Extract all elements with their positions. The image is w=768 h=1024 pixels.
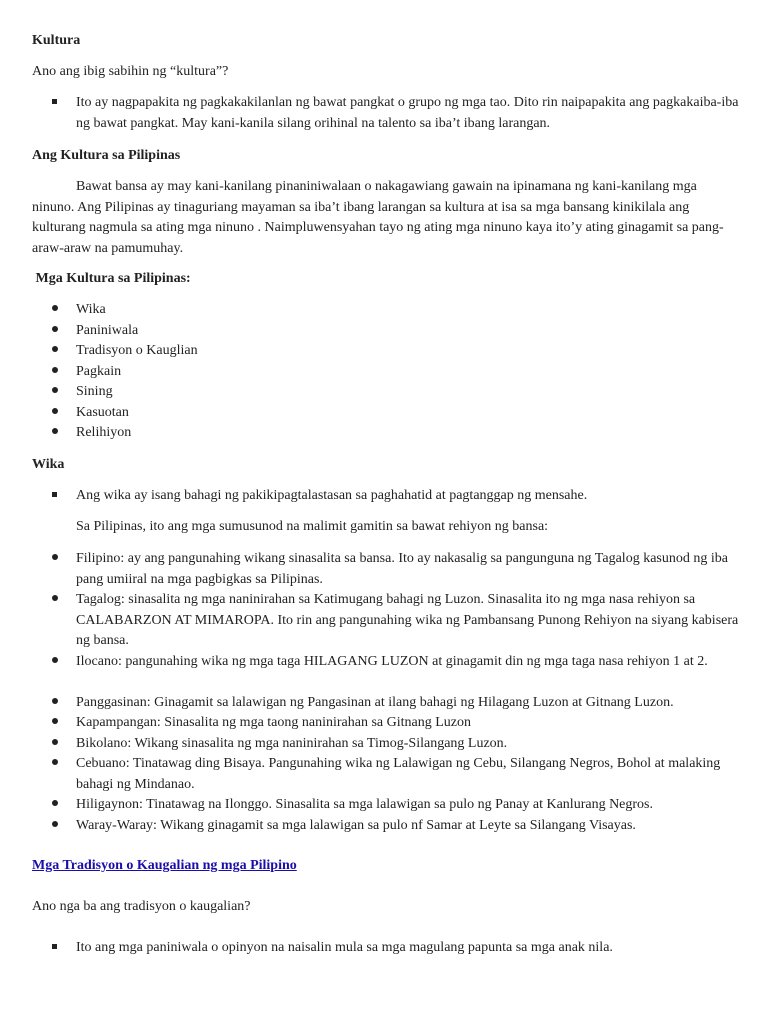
bullet-icon: [52, 423, 64, 444]
square-bullet-icon: [52, 938, 64, 959]
bullet-icon: [52, 321, 64, 342]
section-heading-wika: Wika: [32, 457, 65, 472]
list-item: [32, 486, 744, 507]
kultura-definition: Ito ay nagpapakita ng pagkakakilanlan ng bawat pangkat o grupo ng mga tao. Dito rin naipapakita ang pagkakaiba-iba ng bawat pangkat. May kani-kanila silang orihinal na talento sa iba’t ibang larangan.: [76, 95, 739, 131]
list-item: [32, 93, 744, 134]
bullet-icon: [52, 382, 64, 403]
tradisyon-definition: Ito ang mga paniniwala o opinyon na naisalin mula sa mga magulang papunta sa mga anak nila.: [76, 940, 613, 955]
question-kultura: Ano ang ibig sabihin ng “kultura”?: [32, 64, 229, 79]
list-item: Pagkain: [32, 362, 744, 383]
bullet-icon: [52, 816, 64, 837]
list-item: Tagalog: sinasalita ng mga naninirahan sa Katimugang bahagi ng Luzon. Sinasalita ito ng mga nasa rehiyon sa CALABARZON AT MIMAROPA. Ito rin ang pangunahing wika ng Pambansang Punong Rehiyon na siyang kabisera ng bansa.: [32, 590, 744, 652]
square-bullet-icon: [52, 486, 64, 507]
list-item: Wika: [32, 300, 744, 321]
list-item: Paniniwala: [32, 321, 744, 342]
list-item: Bikolano: Wikang sinasalita ng mga naninirahan sa Timog-Silangang Luzon.: [32, 734, 744, 755]
list-item: [32, 938, 744, 959]
list-item: Panggasinan: Ginagamit sa lalawigan ng Pangasinan at ilang bahagi ng Hilagang Luzon at Gitnang Luzon.: [32, 693, 744, 714]
list-item: Ilocano: pangunahing wika ng mga taga HILAGANG LUZON at ginagamit din ng mga taga nasa rehiyon 1 at 2.: [32, 652, 744, 673]
list-item: Kapampangan: Sinasalita ng mga taong naninirahan sa Gitnang Luzon: [32, 713, 744, 734]
bullet-icon: [52, 590, 64, 611]
wika-definition: Ang wika ay isang bahagi ng pakikipagtalastasan sa paghahatid at pagtanggap ng mensahe.: [76, 488, 588, 503]
list-item: Hiligaynon: Tinatawag na Ilonggo. Sinasalita sa mga lalawigan sa pulo ng Panay at Kanlurang Negros.: [32, 795, 744, 816]
section-heading-kultura-pilipinas: Ang Kultura sa Pilipinas: [32, 148, 181, 163]
wika-intro: Sa Pilipinas, ito ang mga sumusunod na malimit gamitin sa bawat rehiyon ng bansa:: [76, 519, 549, 534]
bullet-icon: [52, 795, 64, 816]
square-bullet-icon: [52, 93, 64, 114]
list-item: Relihiyon: [32, 423, 744, 444]
bullet-icon: [52, 362, 64, 383]
bullet-icon: [52, 734, 64, 755]
bullet-icon: [52, 713, 64, 734]
list-item: Tradisyon o Kauglian: [32, 341, 744, 362]
bullet-icon: [52, 549, 64, 570]
document-title: Kultura: [32, 33, 81, 48]
tradisyon-heading-link[interactable]: Mga Tradisyon o Kaugalian ng mga Pilipino: [32, 858, 297, 873]
bullet-icon: [52, 652, 64, 673]
list-item: Cebuano: Tinatawag ding Bisaya. Pangunahing wika ng Lalawigan ng Cebu, Silangang Negros, Bohol at malaking bahagi ng Mindanao.: [32, 754, 744, 795]
paragraph-kultura-pilipinas: Bawat bansa ay may kani-kanilang pinaniniwalaan o nakagawiang gawain na ipinamana ng kani-kanilang mga ninuno. Ang Pilipinas ay tinaguriang mayaman sa iba’t ibang larangan sa kultura at isa sa mga bansang kinikilala ang kulturang nagmula sa ating mga ninuno . Naimpluwensyahan tayo ng ating mga ninuno kaya ito’y ating ginagamit sa pang-araw-araw na pamumuhay.: [32, 179, 724, 256]
question-tradisyon: Ano nga ba ang tradisyon o kaugalian?: [32, 899, 251, 914]
list-item: Sining: [32, 382, 744, 403]
section-heading-mga-kultura: Mga Kultura sa Pilipinas:: [35, 271, 191, 286]
list-item: Waray-Waray: Wikang ginagamit sa mga lalawigan sa pulo nf Samar at Leyte sa Silangang Visayas.: [32, 816, 744, 837]
bullet-icon: [52, 300, 64, 321]
bullet-icon: [52, 403, 64, 424]
list-item: Kasuotan: [32, 403, 744, 424]
bullet-icon: [52, 693, 64, 714]
bullet-icon: [52, 341, 64, 362]
list-item: Filipino: ay ang pangunahing wikang sinasalita sa bansa. Ito ay nakasalig sa pangunguna ng Tagalog kasunod ng iba pang umiiral na mga pagbigkas sa Pilipinas.: [32, 549, 744, 590]
bullet-icon: [52, 754, 64, 775]
